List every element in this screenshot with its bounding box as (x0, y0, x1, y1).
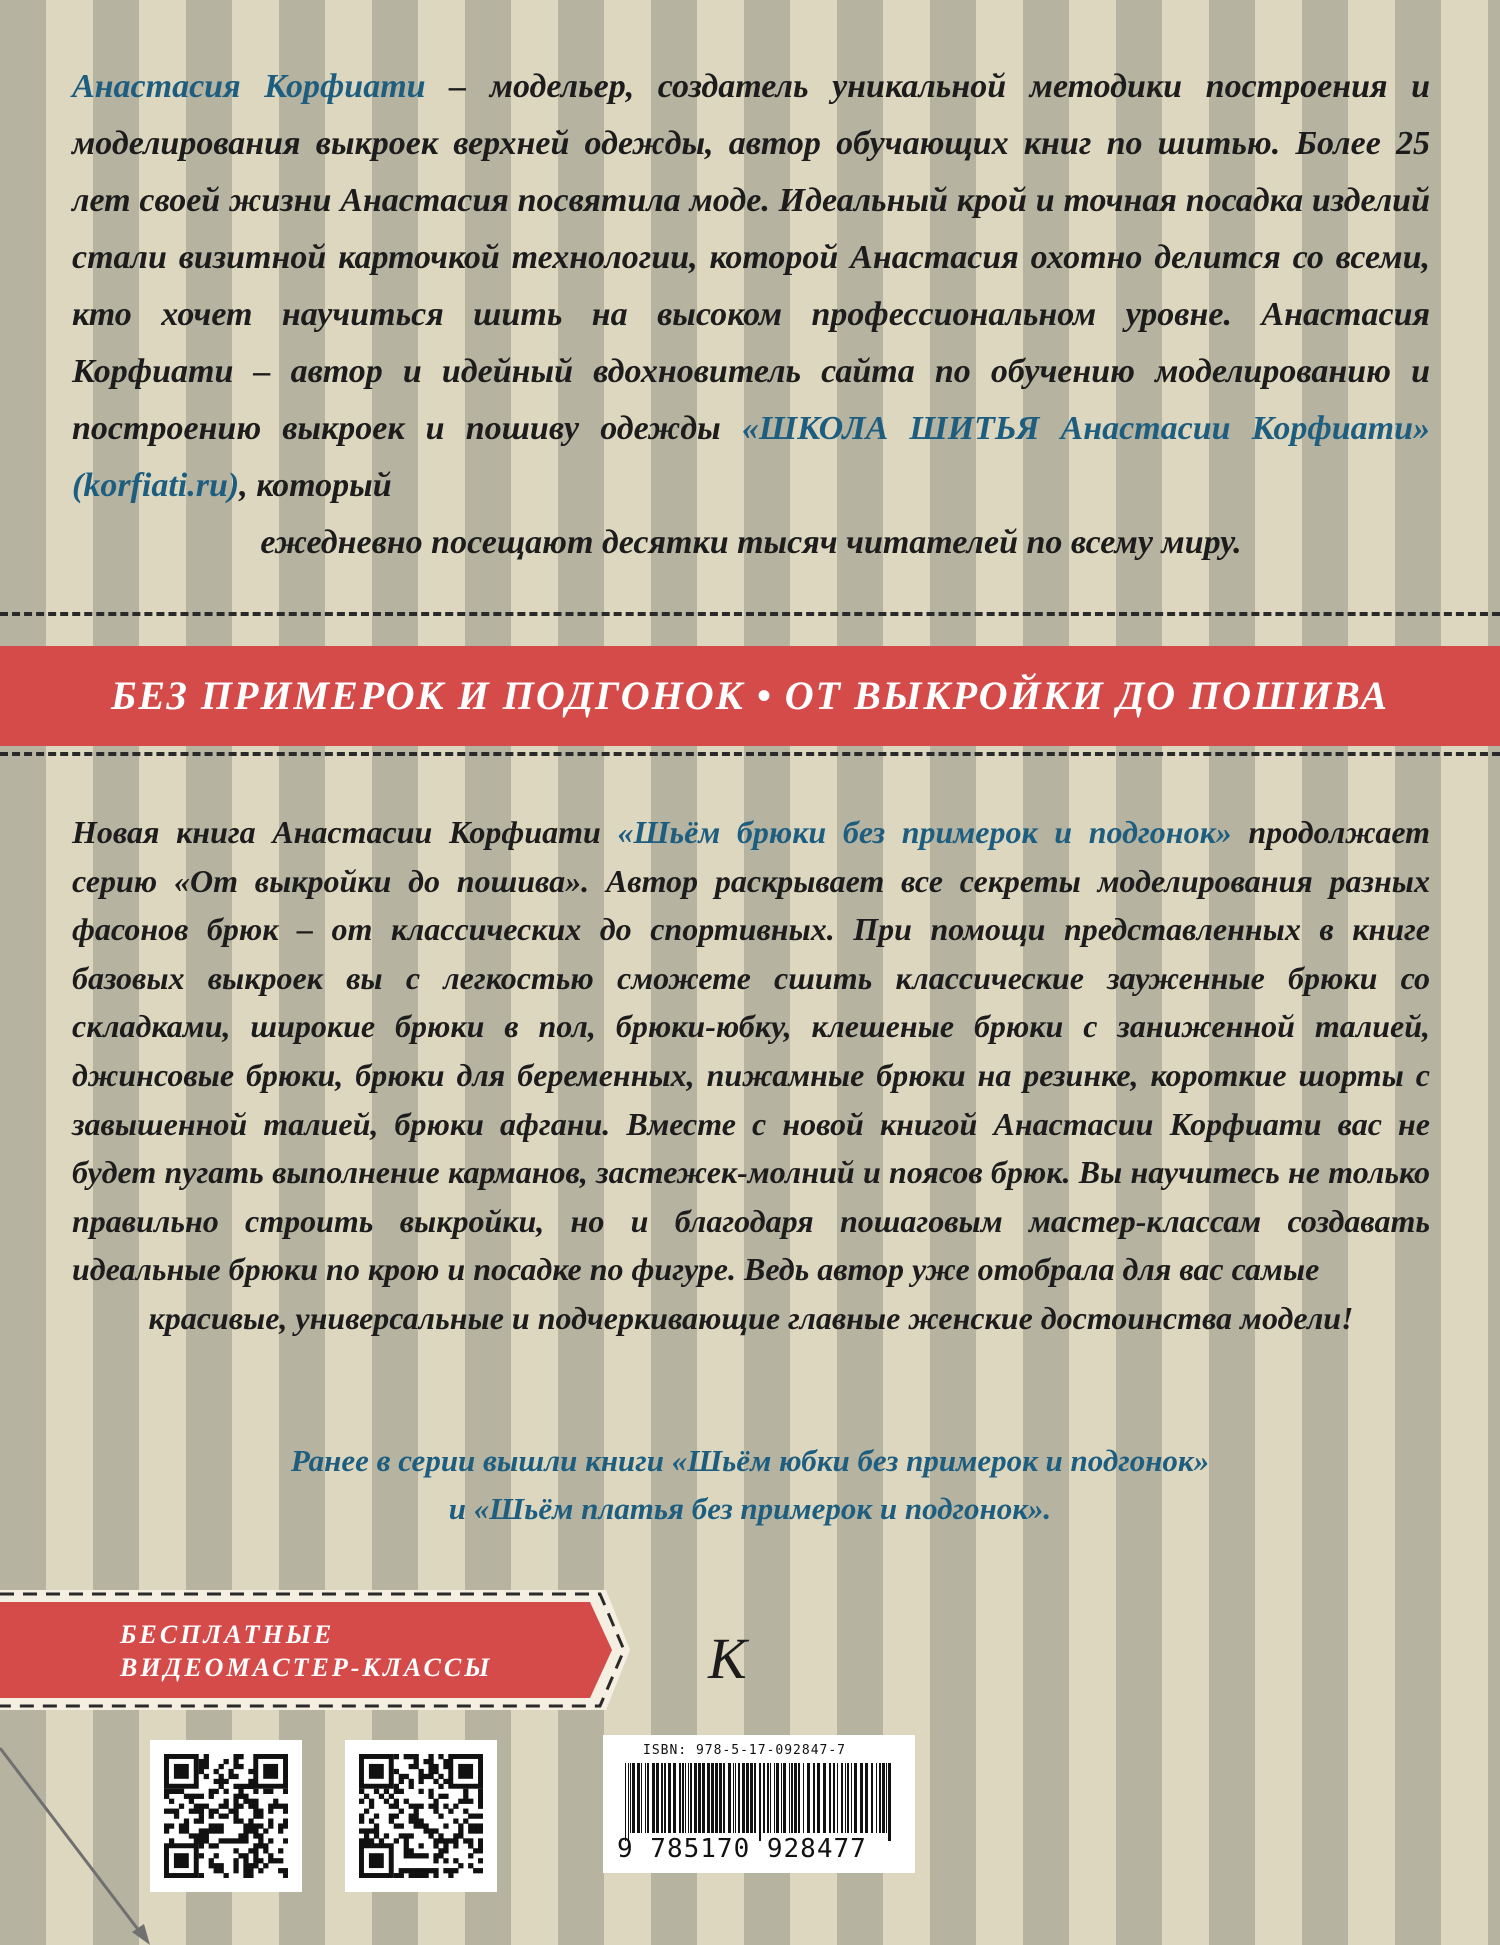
book-title: «Шьём брюки без примерок и подгонок» (617, 814, 1232, 850)
series-banner (0, 646, 1500, 746)
book-description (72, 808, 1430, 1343)
author-name: Анастасия Корфиати (72, 68, 426, 105)
earlier-books-line-2: и «Шьём платья без примерок и подгонок». (448, 1491, 1052, 1526)
dashed-divider-top (0, 612, 1500, 616)
series-banner-text: БЕЗ ПРИМЕРОК И ПОДГОНОК • ОТ ВЫКРОЙКИ ДО ПОШИВА (110, 673, 1390, 718)
description-text-2: продолжает серию «От выкройки до пошива». Автор раскрывает все секреты моделирования разных фасонов брюк – от классических до спортивных. При помощи представленных в книге базовых выкроек вы с легкостью сможете сшить классические зауженные брюки со складками, широкие брюки в пол, брюки-юбку, клешеные брюки с заниженной талией, джинсовые брюки, брюки для беременных, пижамные брюки на резинке, короткие шорты с завышенной талией, брюки афгани. Вместе с новой книгой Анастасии Корфиати вас не будет пугать выполнение карманов, застежек-молний и поясов брюк. Вы научитесь не только правильно строить выкройки, но и благодаря пошаговым мастер-классам создавать идеальные брюки по крою и посадке по фигуре. Ведь автор уже отобрала для вас самые (72, 814, 1431, 1288)
publisher-logo: K (708, 1626, 747, 1691)
video-classes-line-2: ВИДЕОМАСТЕР-КЛАССЫ (120, 1653, 493, 1682)
barcode-bars (625, 1763, 895, 1841)
author-bio-text-2: , который (239, 467, 392, 504)
author-bio-text: – модельер, создатель уникальной методики построения и моделирования выкроек верхней одежды, автор обучающих книг по шитью. Более 25 лет своей жизни Анастасия посвятила моде. Идеальный крой и точная посадка изделий стали визитной карточкой технологии, которой Анастасия охотно делится со всеми, кто хочет научиться шить на высоком профессиональном уровне. Анастасия Корфиати – автор и идейный вдохновитель сайта по обучению моделированию и построению выкроек и пошиву одежды (72, 68, 1430, 447)
isbn-barcode (603, 1735, 915, 1873)
video-classes-line-1: БЕСПЛАТНЫЕ (120, 1620, 335, 1649)
school-site-name: «ШКОЛА ШИТЬЯ Анастасии Корфиати» (korfiati.ru) (72, 410, 1430, 504)
description-text-1: Новая книга Анастасии Корфиати (72, 814, 618, 850)
earlier-books-note (150, 1437, 1350, 1533)
dashed-divider-bottom (0, 752, 1500, 756)
author-bio-last-line: ежедневно посещают десятки тысяч читателей по всему миру. (260, 524, 1242, 561)
isbn-digits: 9 785170 928477 (617, 1834, 867, 1864)
earlier-books-line-1: Ранее в серии вышли книги «Шьём юбки без примерок и подгонок» (290, 1443, 1210, 1478)
qr-code-1 (150, 1740, 302, 1892)
isbn-label: ISBN: 978-5-17-092847-7 (643, 1743, 847, 1758)
qr-code-2 (345, 1740, 497, 1892)
author-bio (72, 58, 1430, 571)
diagonal-arrow-line (0, 1740, 160, 1945)
video-classes-label (120, 1618, 492, 1684)
description-last-line: красивые, универсальные и подчеркивающие главные женские достоинства модели! (148, 1299, 1354, 1336)
